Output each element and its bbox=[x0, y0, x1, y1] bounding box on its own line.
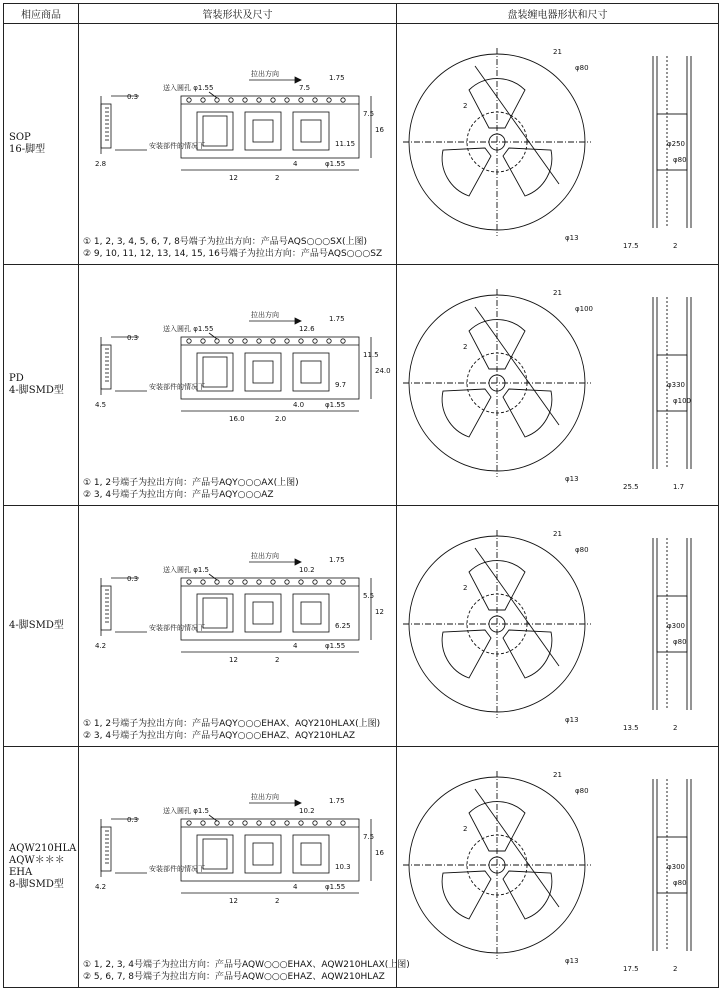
tape-outline bbox=[181, 578, 359, 640]
dim-g: φ1.55 bbox=[325, 160, 346, 168]
reel-outer-dim: φ300 bbox=[667, 622, 685, 630]
dim-d: 12 bbox=[375, 608, 384, 616]
dim-g: φ1.55 bbox=[325, 401, 346, 409]
notes bbox=[83, 959, 410, 983]
product-name: PD 4-脚SMD型 bbox=[9, 373, 64, 396]
reel-outer-dim: φ330 bbox=[667, 381, 685, 389]
tube-cell bbox=[79, 506, 397, 747]
table-row bbox=[4, 24, 719, 265]
note-2: ② 3, 4号端子为拉出方向：产品号AQY○○○AZ bbox=[83, 490, 274, 500]
dim-side: 4.2 bbox=[95, 883, 107, 891]
header-reel: 盘装缠电器形状和尺寸 bbox=[397, 4, 719, 24]
dim-e: 10.3 bbox=[335, 863, 351, 871]
pockets bbox=[197, 835, 329, 873]
feed-hole-label: 送入圆孔 φ1.55 bbox=[163, 325, 214, 333]
reel-cell bbox=[397, 506, 719, 747]
feed-hole-label: 送入圆孔 φ1.5 bbox=[163, 807, 209, 815]
dim-d: 16 bbox=[375, 849, 384, 857]
note-2: ② 9, 10, 11, 12, 13, 14, 15, 16号端子为拉出方向：产品号AQS○○○SZ bbox=[83, 249, 383, 259]
tape-outline bbox=[181, 96, 359, 158]
reel-top-dim: 21 bbox=[553, 530, 562, 538]
reel-diagram bbox=[397, 24, 719, 264]
header-product: 相应商品 bbox=[4, 4, 79, 24]
note-2: ② 5, 6, 7, 8号端子为拉出方向：产品号AQW○○○EHAZ、AQW210HLAZ bbox=[83, 972, 385, 982]
tape-outline bbox=[181, 337, 359, 399]
tube-body-side bbox=[101, 827, 111, 871]
reel-key-dim: 2 bbox=[463, 825, 468, 833]
tube-diagram bbox=[79, 506, 397, 716]
product-cell bbox=[4, 506, 79, 747]
header-row bbox=[4, 4, 719, 24]
dim-top: 0.3 bbox=[127, 816, 139, 824]
sprocket-holes bbox=[187, 580, 345, 584]
dim-f: 4 bbox=[293, 642, 298, 650]
reel-outer-dim: φ250 bbox=[667, 140, 685, 148]
dim-b: 1.75 bbox=[329, 74, 345, 82]
reel-thick-dim: 2 bbox=[673, 724, 678, 732]
reel-inner-dim: φ80 bbox=[673, 879, 687, 887]
reel-cell bbox=[397, 747, 719, 988]
dim-b: 1.75 bbox=[329, 797, 345, 805]
dim-g: φ1.55 bbox=[325, 883, 346, 891]
dim-c: 5.5 bbox=[363, 592, 375, 600]
mounting-label: 安装部件的情况下 bbox=[149, 865, 205, 873]
dim-b: 1.75 bbox=[329, 556, 345, 564]
reel-hub-dim: φ80 bbox=[575, 546, 589, 554]
dim-pitch: 12 bbox=[229, 656, 238, 664]
notes bbox=[83, 477, 299, 501]
tube-diagram bbox=[79, 24, 397, 234]
pockets bbox=[197, 353, 329, 391]
dim-side: 4.5 bbox=[95, 401, 107, 409]
dim-side: 2.8 bbox=[95, 160, 107, 168]
feed-hole-label: 送入圆孔 φ1.5 bbox=[163, 566, 209, 574]
mounting-label: 安装部件的情况下 bbox=[149, 142, 205, 150]
reel-top-dim: 21 bbox=[553, 289, 562, 297]
tube-cell bbox=[79, 265, 397, 506]
dim-f: 4.0 bbox=[293, 401, 305, 409]
table-row bbox=[4, 747, 719, 988]
mounting-label: 安装部件的情况下 bbox=[149, 383, 205, 391]
dim-e: 6.25 bbox=[335, 622, 351, 630]
reel-width-dim: 13.5 bbox=[623, 724, 639, 732]
dim-d: 16 bbox=[375, 126, 384, 134]
dim-top: 0.3 bbox=[127, 334, 139, 342]
product-cell bbox=[4, 24, 79, 265]
reel-inner-dim: φ80 bbox=[673, 156, 687, 164]
sprocket-holes bbox=[187, 339, 345, 343]
product-cell bbox=[4, 747, 79, 988]
note-1: ① 1, 2号端子为拉出方向：产品号AQY○○○EHAX、AQY210HLAX(上图) bbox=[83, 719, 381, 729]
dim-half: 2 bbox=[275, 174, 280, 182]
dim-c: 11.5 bbox=[363, 351, 379, 359]
dim-half: 2 bbox=[275, 656, 280, 664]
feed-hole-label: 送入圆孔 φ1.55 bbox=[163, 84, 214, 92]
reel-width-dim: 25.5 bbox=[623, 483, 639, 491]
dim-top: 0.3 bbox=[127, 575, 139, 583]
product-name: 4-脚SMD型 bbox=[9, 620, 64, 631]
reel-top-dim: 21 bbox=[553, 771, 562, 779]
tube-diagram bbox=[79, 265, 397, 475]
dim-side: 4.2 bbox=[95, 642, 107, 650]
dim-g: φ1.55 bbox=[325, 642, 346, 650]
notes bbox=[83, 718, 380, 742]
table-row bbox=[4, 265, 719, 506]
reel-hub-dim: φ80 bbox=[575, 787, 589, 795]
tube-cell bbox=[79, 747, 410, 988]
reel-center-dim: φ13 bbox=[565, 234, 579, 242]
dim-f: 4 bbox=[293, 883, 298, 891]
reel-center-dim: φ13 bbox=[565, 475, 579, 483]
reel-center-dim: φ13 bbox=[565, 716, 579, 724]
tube-body-side bbox=[101, 586, 111, 630]
header-tube: 管装形状及尺寸 bbox=[79, 4, 397, 24]
reel-key-dim: 2 bbox=[463, 102, 468, 110]
table-row bbox=[4, 506, 719, 747]
reel-width-dim: 17.5 bbox=[623, 242, 639, 250]
tape-outline bbox=[181, 819, 359, 881]
reel-thick-dim: 2 bbox=[673, 965, 678, 973]
dim-c: 7.5 bbox=[363, 110, 375, 118]
note-2: ② 3, 4号端子为拉出方向：产品号AQY○○○EHAZ、AQY210HLAZ bbox=[83, 731, 356, 741]
dim-half: 2 bbox=[275, 897, 280, 905]
reel-diagram bbox=[397, 506, 719, 746]
dim-a: 7.5 bbox=[299, 84, 311, 92]
note-1: ① 1, 2, 3, 4号端子为拉出方向：产品号AQW○○○EHAX、AQW210HLAX(上图) bbox=[83, 960, 410, 970]
dim-pitch: 16.0 bbox=[229, 415, 245, 423]
dim-pitch: 12 bbox=[229, 174, 238, 182]
packaging-spec-table bbox=[3, 3, 719, 988]
reel-hub-dim: φ80 bbox=[575, 64, 589, 72]
reel-hub-dim: φ100 bbox=[575, 305, 593, 313]
note-1: ① 1, 2, 3, 4, 5, 6, 7, 8号端子为拉出方向：产品号AQS○○○SX(上图) bbox=[83, 237, 368, 247]
reel-thick-dim: 2 bbox=[673, 242, 678, 250]
reel-outer-dim: φ300 bbox=[667, 863, 685, 871]
reel-cell bbox=[397, 24, 719, 265]
reel-top-dim: 21 bbox=[553, 48, 562, 56]
reel-center-dim: φ13 bbox=[565, 957, 579, 965]
sprocket-holes bbox=[187, 821, 345, 825]
dim-f: 4 bbox=[293, 160, 298, 168]
note-1: ① 1, 2号端子为拉出方向：产品号AQY○○○AX(上图) bbox=[83, 478, 299, 488]
reel-diagram bbox=[397, 747, 719, 987]
dim-a: 10.2 bbox=[299, 807, 315, 815]
tube-cell bbox=[79, 24, 397, 265]
pockets bbox=[197, 112, 329, 150]
pockets bbox=[197, 594, 329, 632]
product-cell bbox=[4, 265, 79, 506]
dim-half: 2.0 bbox=[275, 415, 287, 423]
dim-a: 12.6 bbox=[299, 325, 315, 333]
tube-diagram bbox=[79, 747, 397, 957]
reel-thick-dim: 1.7 bbox=[673, 483, 685, 491]
pull-direction-label: 拉出方向 bbox=[251, 70, 279, 78]
product-name: AQW210HLA AQW＊＊＊EHA 8-脚SMD型 bbox=[9, 843, 77, 890]
mounting-label: 安装部件的情况下 bbox=[149, 624, 205, 632]
reel-inner-dim: φ100 bbox=[673, 397, 691, 405]
dim-d: 24.0 bbox=[375, 367, 391, 375]
dim-e: 9.7 bbox=[335, 381, 347, 389]
dim-top: 0.3 bbox=[127, 93, 139, 101]
product-name: SOP 16-脚型 bbox=[9, 132, 46, 155]
tube-body-side bbox=[101, 104, 111, 148]
reel-cell bbox=[397, 265, 719, 506]
dim-e: 11.15 bbox=[335, 140, 356, 148]
reel-inner-dim: φ80 bbox=[673, 638, 687, 646]
tube-body-side bbox=[101, 345, 111, 389]
notes bbox=[83, 236, 382, 260]
dim-a: 10.2 bbox=[299, 566, 315, 574]
reel-key-dim: 2 bbox=[463, 343, 468, 351]
sprocket-holes bbox=[187, 98, 345, 102]
dim-c: 7.5 bbox=[363, 833, 375, 841]
reel-width-dim: 17.5 bbox=[623, 965, 639, 973]
pull-direction-label: 拉出方向 bbox=[251, 552, 279, 560]
reel-key-dim: 2 bbox=[463, 584, 468, 592]
reel-diagram bbox=[397, 265, 719, 505]
dim-pitch: 12 bbox=[229, 897, 238, 905]
pull-direction-label: 拉出方向 bbox=[251, 311, 279, 319]
pull-direction-label: 拉出方向 bbox=[251, 793, 279, 801]
dim-b: 1.75 bbox=[329, 315, 345, 323]
